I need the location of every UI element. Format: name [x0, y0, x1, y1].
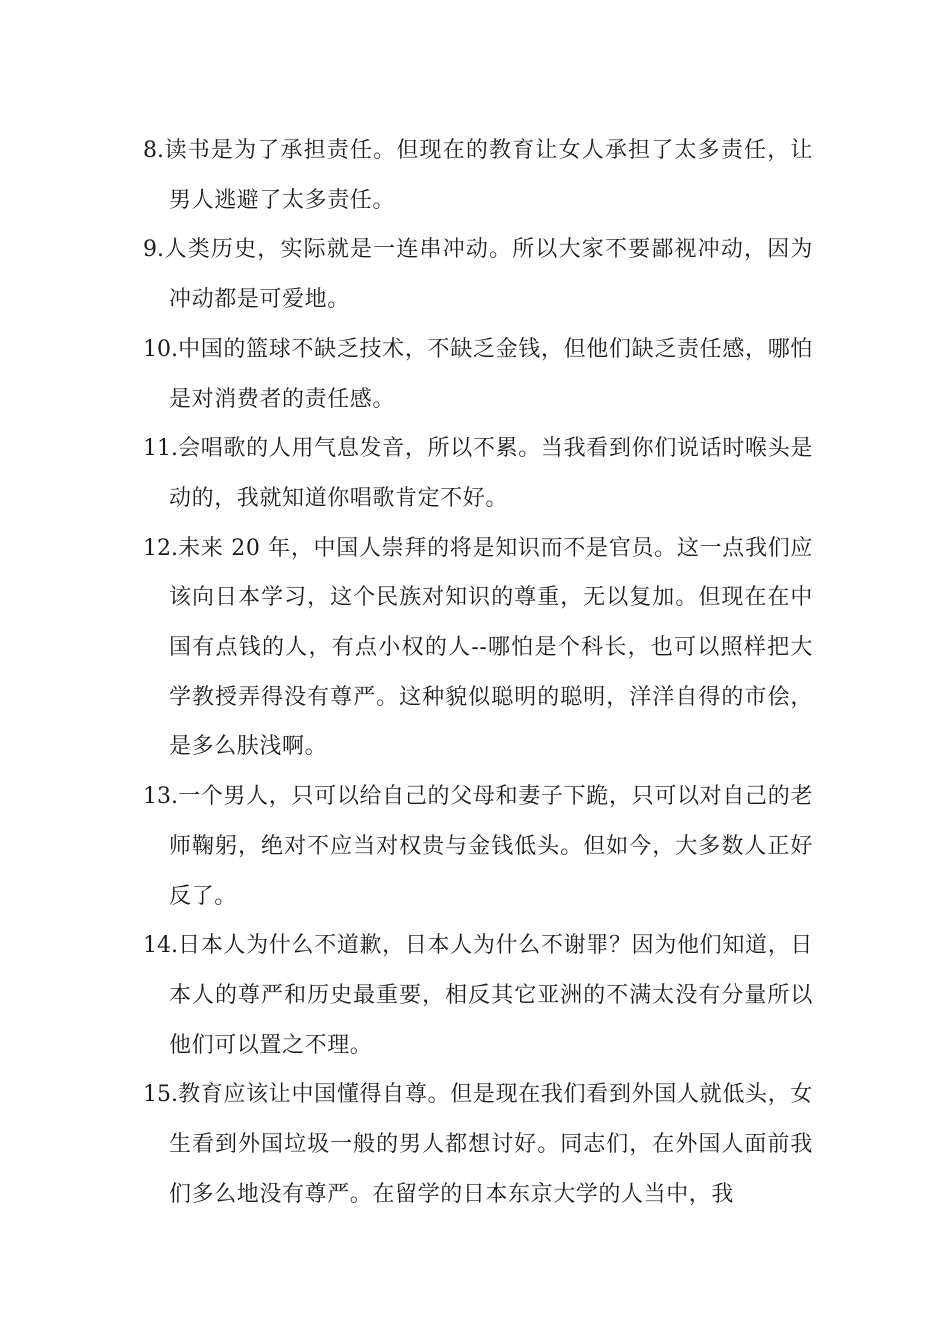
item-text: 教育应该让中国懂得自尊。但是现在我们看到外国人就低头，女生看到外国垃圾一般的男人都想讨好。同志们，在外国人面前我们多么地没有尊严。在留学的日本东京大学的人当中，我 — [169, 1082, 813, 1207]
list-item-13 — [143, 772, 813, 921]
item-number: 14. — [143, 933, 178, 959]
list-item-14 — [143, 921, 813, 1070]
item-number: 9. — [143, 237, 164, 263]
item-text: 日本人为什么不道歉，日本人为什么不谢罪？因为他们知道，日本人的尊严和历史最重要，相反其它亚洲的不满太没有分量所以他们可以置之不理。 — [169, 933, 813, 1058]
item-number: 12. — [143, 535, 178, 561]
numbered-list — [143, 126, 813, 1219]
item-number: 8. — [143, 138, 164, 163]
item-text: 未来 20 年，中国人崇拜的将是知识而不是官员。这一点我们应该向日本学习，这个民族对知识的尊重，无以复加。但现在在中国有点钱的人，有点小权的人--哪怕是个科长，也可以照样把大学教授弄得没有尊严。这种貌似聪明的聪明，洋洋自得的市侩，是多么肤浅啊。 — [169, 535, 813, 760]
item-text: 会唱歌的人用气息发音，所以不累。当我看到你们说话时喉头是动的，我就知道你唱歌肯定不好。 — [169, 436, 813, 511]
list-item-10 — [143, 325, 813, 424]
item-text: 一个男人，只可以给自己的父母和妻子下跪，只可以对自己的老师鞠躬，绝对不应当对权贵与金钱低头。但如今，大多数人正好反了。 — [169, 784, 813, 909]
list-item-12 — [143, 524, 813, 773]
item-number: 10. — [143, 336, 178, 362]
item-text: 中国的篮球不缺乏技术，不缺乏金钱，但他们缺乏责任感，哪怕是对消费者的责任感。 — [169, 336, 813, 412]
list-item-11 — [143, 424, 813, 523]
list-item-9 — [143, 225, 813, 324]
item-number: 11. — [143, 436, 178, 462]
item-number: 15. — [143, 1082, 178, 1108]
item-text: 读书是为了承担责任。但现在的教育让女人承担了太多责任，让男人逃避了太多责任。 — [164, 138, 813, 213]
list-item-8 — [143, 126, 813, 225]
item-number: 13. — [143, 784, 178, 810]
list-item-15 — [143, 1070, 813, 1219]
item-text: 人类历史，实际就是一连串冲动。所以大家不要鄙视冲动，因为冲动都是可爱地。 — [164, 237, 813, 313]
